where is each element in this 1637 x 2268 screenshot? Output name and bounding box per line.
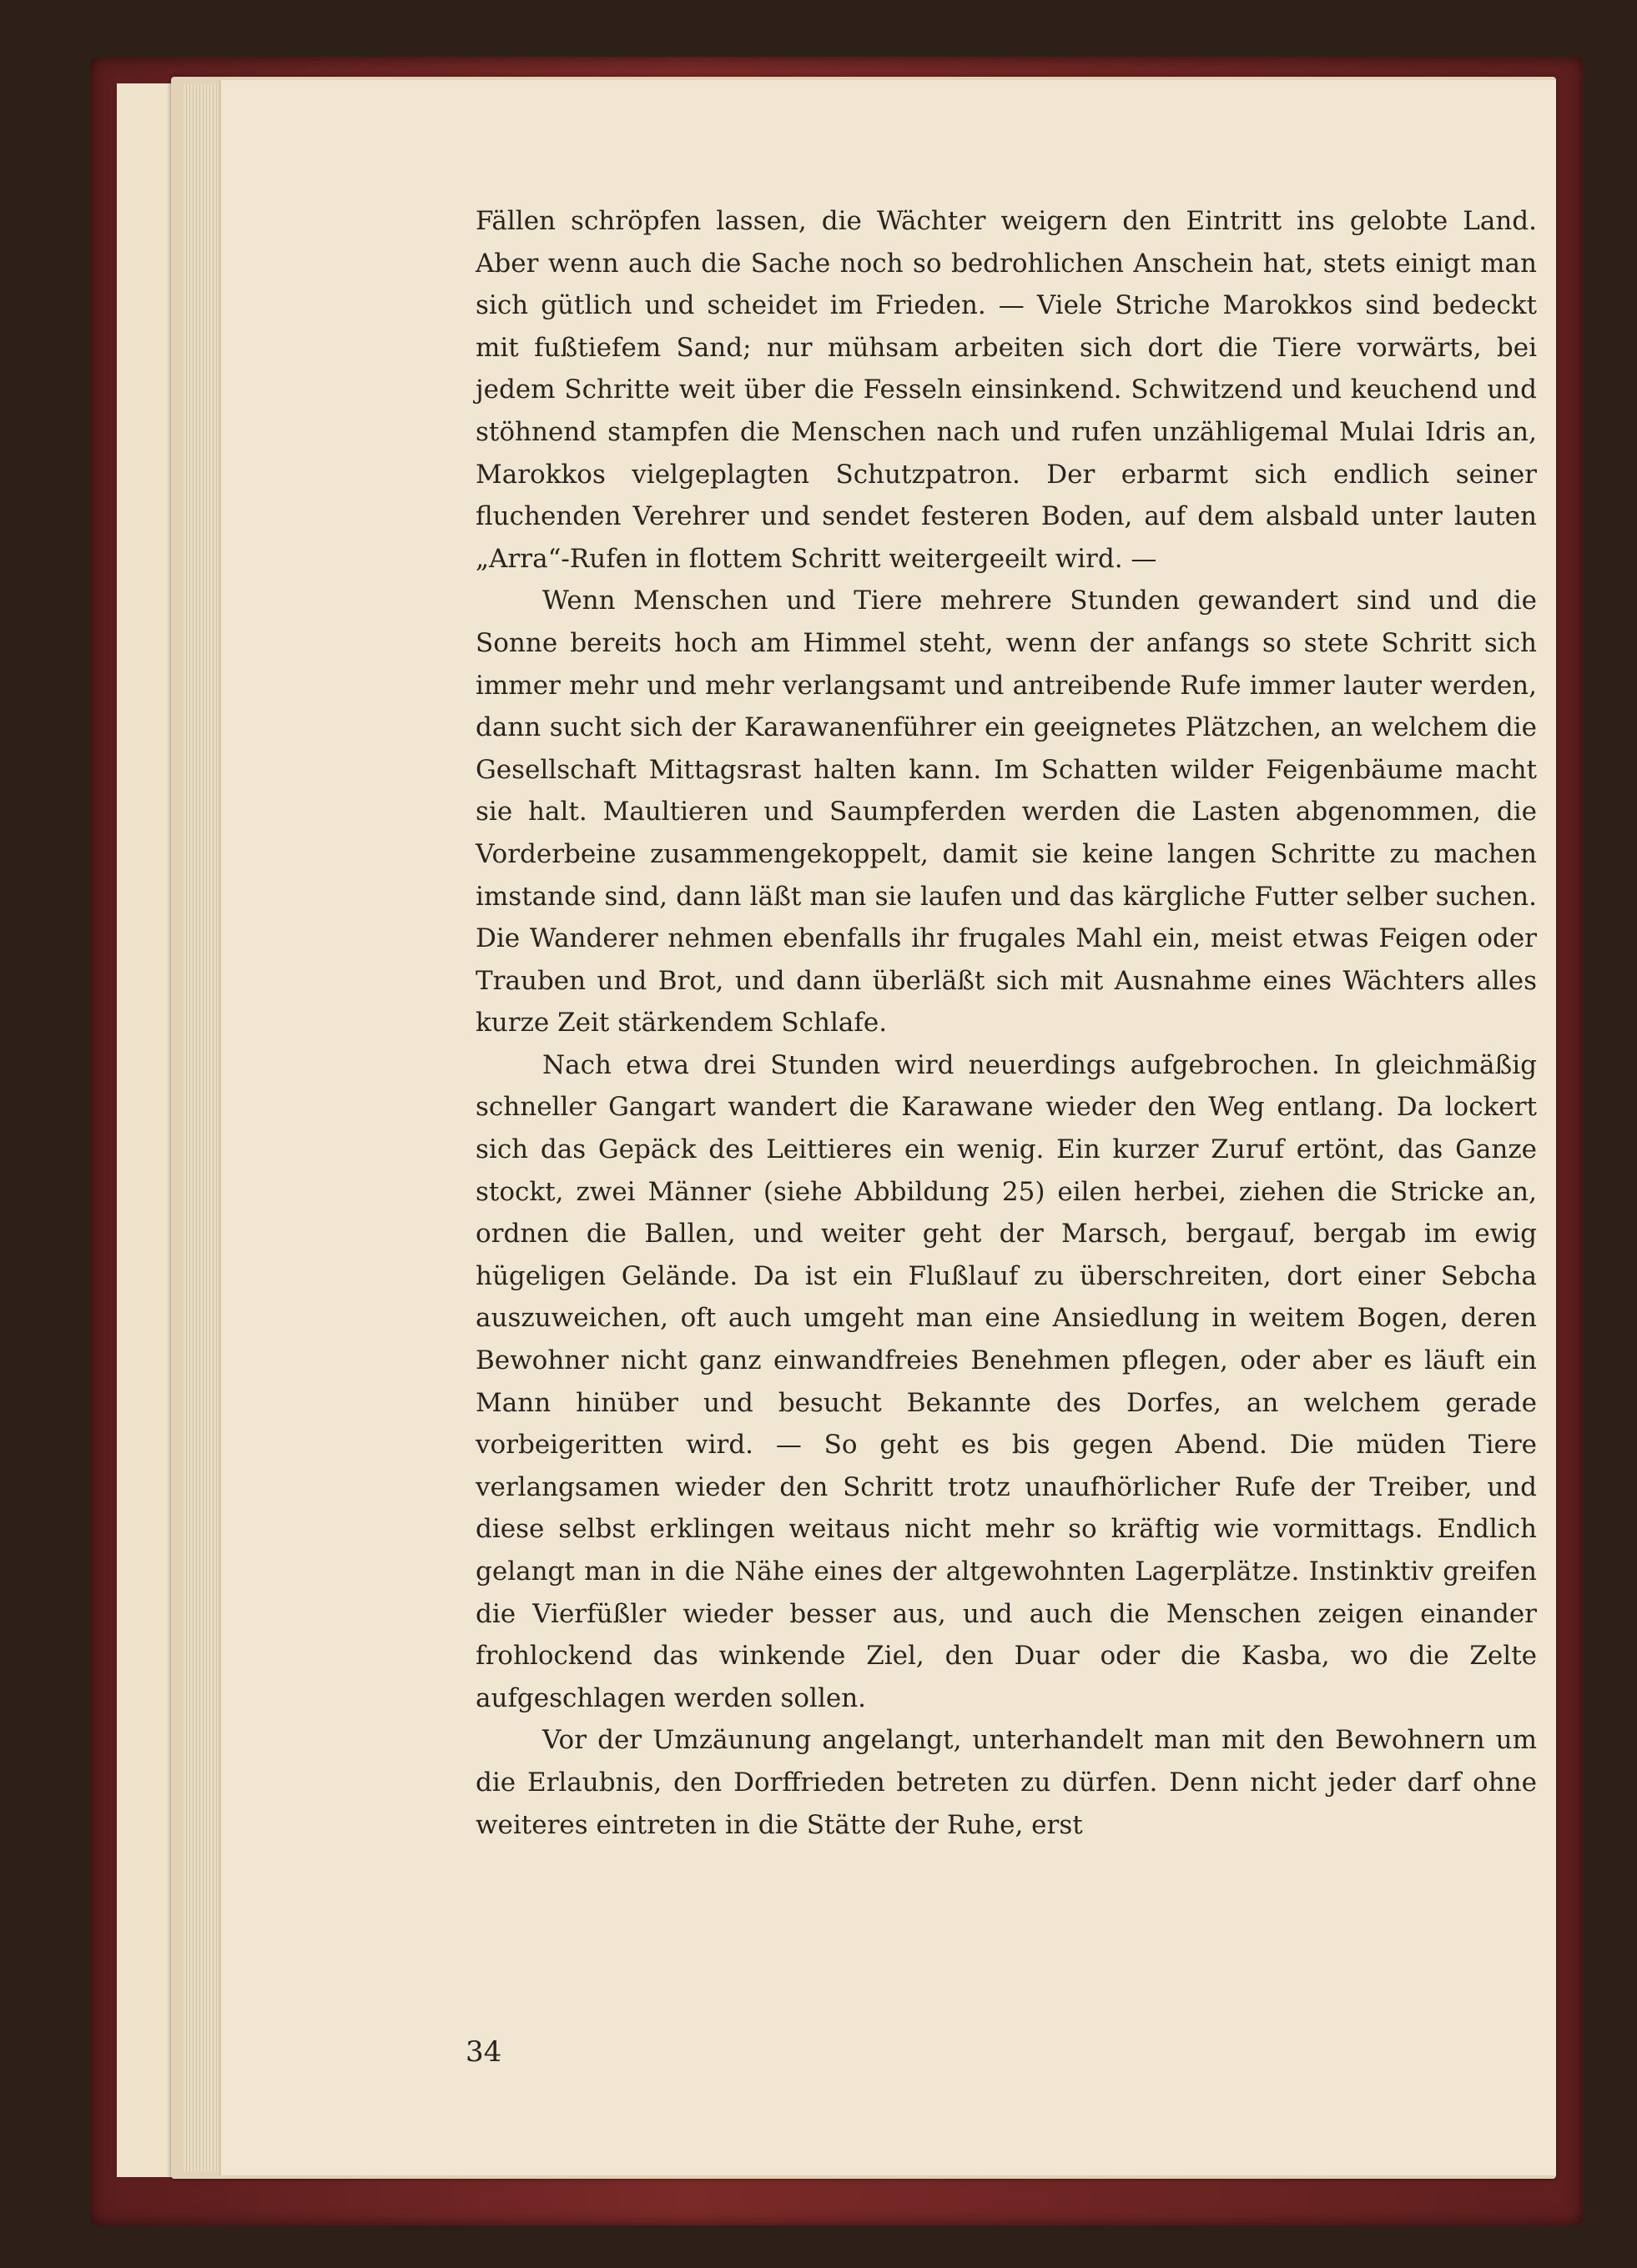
paragraph: Nach etwa drei Stunden wird neuerdings aufgebrochen. In gleichmäßig schneller Gangart wandert die Karawane wieder den Weg entlang. Da lockert sich das Gepäck des Leittieres ein wenig. Ein kurzer Zuruf ertönt, das Ganze stockt, zwei Männer (siehe Abbildung 25) eilen herbei, ziehen die Stricke an, ordnen die Ballen, und weiter geht der Marsch, bergauf, bergab im ewig hügeligen Gelände. Da ist ein Flußlauf zu überschreiten, dort einer Sebcha auszuweichen, oft auch umgeht man eine Ansiedlung in weitem Bogen, deren Bewohner nicht ganz einwandfreies Benehmen pflegen, oder aber es läuft ein Mann hinüber und besucht Bekannte des Dorfes, an welchem gerade vorbeigeritten wird. — So geht es bis gegen Abend. Die müden Tiere verlangsamen wieder den Schritt trotz unaufhörlicher Rufe der Treiber, und diese selbst erklingen weitaus nicht mehr so kräftig wie vormittags. Endlich gelangt man in die Nähe eines der altgewohnten Lagerplätze. Instinktiv greifen die Vierfüßler wieder besser aus, und auch die Menschen zeigen einander frohlockend das winkende Ziel, den Duar oder die Kasba, wo die Zelte aufgeschlagen werden sollen. [476, 1049, 1537, 1713]
page-number: 34 [466, 2035, 502, 2069]
paragraph: Vor der Umzäunung angelangt, unterhandelt man mit den Bewohnern um die Erlaubnis, den Dorffrieden betreten zu dürfen. Denn nicht jeder darf ohne weiteres eintreten in die Stätte der Ruhe, erst [476, 1725, 1537, 1840]
paragraph: Fällen schröpfen lassen, die Wächter weigern den Eintritt ins gelobte Land. Aber wenn auch die Sache noch so bedrohlichen Anschein hat, stets einigt man sich gütlich und scheidet im Frieden. — Viele Striche Marokkos sind bedeckt mit fußtiefem Sand; nur mühsam arbeiten sich dort die Tiere vorwärts, bei jedem Schritte weit über die Fesseln einsinkend. Schwitzend und keuchend und stöhnend stampfen die Menschen nach und rufen unzähligemal Mulai Idris an, Marokkos vielgeplagten Schutzpatron. Der erbarmt sich endlich seiner fluchenden Verehrer und sendet festeren Boden, auf dem alsbald unter lauten „Arra“-Rufen in flottem Schritt weitergeeilt wird. — [476, 206, 1537, 574]
page-text [476, 200, 1537, 1846]
paragraph: Wenn Menschen und Tiere mehrere Stunden gewandert sind und die Sonne bereits hoch am Himmel steht, wenn der anfangs so stete Schritt sich immer mehr und mehr verlangsamt und antreibende Rufe immer lauter werden, dann sucht sich der Karawanenführer ein geeignetes Plätzchen, an welchem die Gesellschaft Mittagsrast halten kann. Im Schatten wilder Feigenbäume macht sie halt. Maultieren und Saumpferden werden die Lasten abgenommen, die Vorderbeine zusammengekoppelt, damit sie keine langen Schritte zu machen imstande sind, dann läßt man sie laufen und das kärgliche Futter selber suchen. Die Wanderer nehmen ebenfalls ihr frugales Mahl ein, meist etwas Feigen oder Trauben und Brot, und dann überläßt sich mit Ausnahme eines Wächters alles kurze Zeit stärkendem Schlafe. [476, 586, 1537, 1038]
page-edges [184, 83, 220, 2172]
